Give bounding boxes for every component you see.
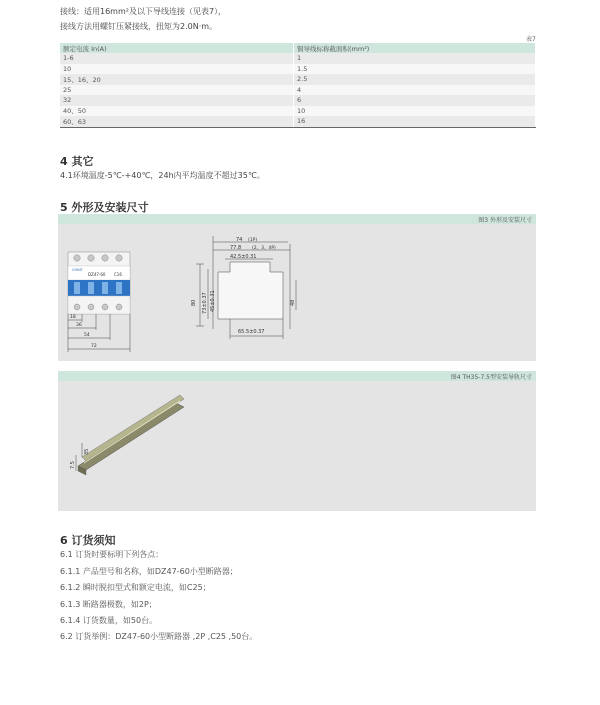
dim-77-8: 77.8 — [230, 245, 242, 251]
table-cell: 4 — [294, 85, 536, 96]
dim-80: 80 — [191, 299, 197, 306]
order-item: 6.2 订货举例：DZ47-60小型断路器 ,2P ,C25 ,50台。 — [60, 632, 258, 641]
intro-line-2: 接线方法用螺钉压紧接线，扭矩为2.0N·m。 — [60, 22, 218, 31]
table-row — [60, 64, 536, 75]
breaker-logo-text: CHINT — [72, 268, 83, 272]
table-cell: 1 — [294, 53, 536, 64]
table-cell: 2.5 — [294, 74, 536, 85]
dim-73: 73±0.37 — [202, 292, 208, 314]
figure-3-drawing — [58, 214, 536, 361]
din-rail-drawing — [58, 371, 536, 511]
dim-74-note: (1P) — [248, 238, 258, 243]
section-6-title: 6 订货须知 — [60, 534, 116, 547]
table-cell: 1.5 — [294, 64, 536, 75]
table-cell: 40、50 — [60, 106, 294, 117]
dim-74: 74 — [236, 237, 243, 243]
breaker-rating: C16 — [114, 272, 122, 277]
section-4-text: 4.1环境温度-5℃-+40℃，24h内平均温度不超过35℃。 — [60, 171, 265, 180]
breaker-side-view — [191, 236, 296, 339]
table-row — [60, 95, 536, 106]
din-rail — [78, 395, 184, 475]
figure-3-caption: 图3 外形及安装尺寸 — [478, 217, 532, 224]
order-item: 6.1.3 断路器极数，如2P； — [60, 600, 157, 609]
table-cell: 15、16、20 — [60, 74, 294, 85]
dim-45: 45±0.31 — [210, 290, 216, 312]
dim-54: 54 — [84, 333, 90, 338]
dim-48: 48 — [290, 299, 296, 306]
table-header-row — [60, 43, 536, 53]
figure-4-caption: 图4 TH35-7.5型安装导轨尺寸 — [450, 374, 532, 381]
table-row — [60, 106, 536, 117]
dim-36: 36 — [76, 323, 82, 328]
intro-line-1: 接线：适用16mm²及以下导线连接（见表7）， — [60, 7, 227, 16]
table-header-section: 铜导线标称截面积(mm²) — [294, 43, 536, 53]
table-header-current: 额定电流 In(A) — [60, 43, 294, 53]
breaker-model: DZ47-60 — [88, 272, 106, 277]
conductor-table — [60, 43, 536, 128]
table-label: 表7 — [526, 36, 536, 43]
table-cell: 1-6 — [60, 53, 294, 64]
order-item: 6.1.2 瞬时脱扣型式和额定电流，如C25； — [60, 583, 211, 592]
section-5-title: 5 外形及安装尺寸 — [60, 201, 149, 214]
dim-7-5: 7.5 — [70, 461, 76, 469]
figure-3 — [58, 214, 536, 361]
dim-18: 18 — [70, 315, 76, 320]
table-cell: 10 — [60, 64, 294, 75]
table-row — [60, 85, 536, 96]
dim-65-5: 65.5±0.37 — [238, 329, 265, 335]
dim-72: 72 — [91, 344, 97, 349]
section-4-title: 4 其它 — [60, 155, 94, 168]
table-cell: 10 — [294, 106, 536, 117]
dim-77-8-note: (2、3、4P) — [252, 246, 276, 251]
table-row — [60, 74, 536, 85]
table-cell: 25 — [60, 85, 294, 96]
table-row — [60, 53, 536, 64]
breaker-front-view — [68, 252, 130, 352]
dim-35: 35 — [84, 448, 90, 455]
order-item: 6.1.1 产品型号和名称，如DZ47-60小型断路器； — [60, 567, 238, 576]
figure-4 — [58, 371, 536, 511]
table-cell: 16 — [294, 116, 536, 127]
order-item: 6.1.4 订货数量，如50台。 — [60, 616, 158, 625]
table-cell: 60、63 — [60, 116, 294, 127]
table-cell: 6 — [294, 95, 536, 106]
order-item: 6.1 订货时要标明下列各点： — [60, 550, 164, 559]
dim-42-5: 42.5±0.31 — [230, 254, 257, 260]
table-cell: 32 — [60, 95, 294, 106]
table-row — [60, 116, 536, 127]
